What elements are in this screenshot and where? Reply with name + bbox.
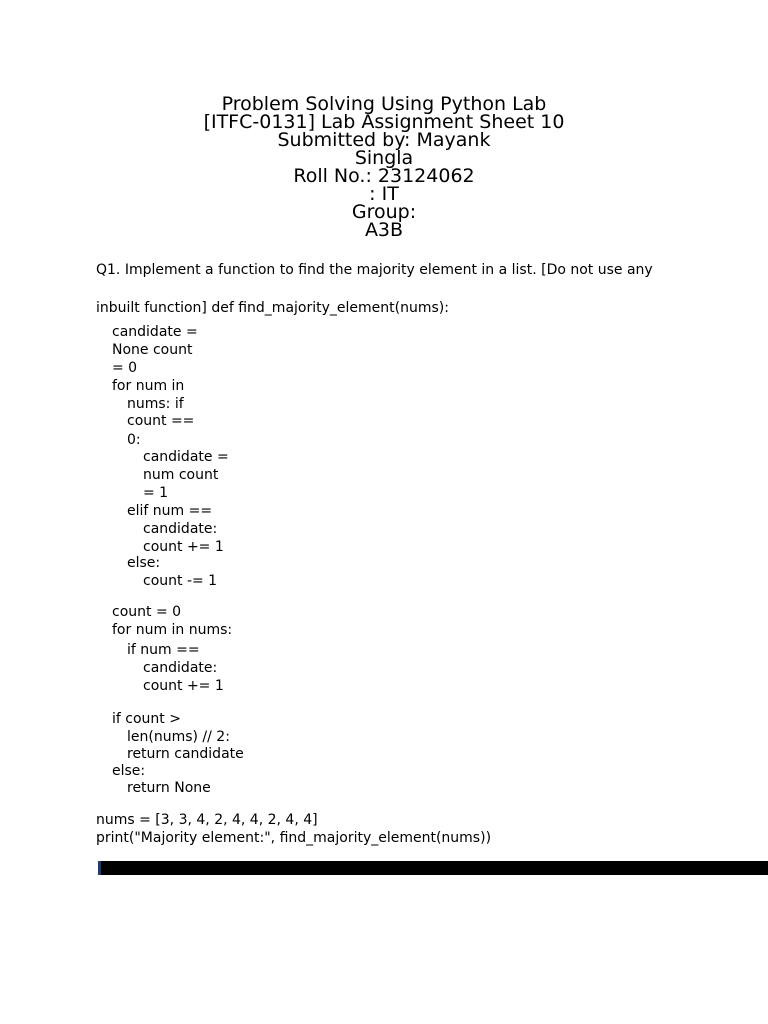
- code-line: elif num ==: [127, 503, 213, 519]
- code-line: = 1: [143, 485, 169, 501]
- code-line: for num in: [112, 378, 185, 394]
- question-text: Q1. Implement a function to find the majority element in a list. [Do not use any: [96, 262, 653, 278]
- code-line: candidate:: [143, 660, 218, 676]
- code-line: count ==: [127, 413, 195, 429]
- code-line: 0:: [127, 432, 141, 448]
- group-value: A3B: [364, 219, 404, 241]
- code-line: if num ==: [127, 642, 200, 658]
- student-surname: Singla: [354, 147, 414, 169]
- black-redaction-bar: [98, 861, 768, 875]
- code-line: num count: [143, 467, 219, 483]
- code-line: candidate:: [143, 521, 218, 537]
- code-line: = 0: [112, 360, 138, 376]
- group-label: Group:: [351, 201, 417, 223]
- code-line: for num in nums:: [112, 622, 233, 638]
- roll-number: Roll No.: 23124062: [293, 165, 475, 187]
- course-title: Problem Solving Using Python Lab: [221, 93, 547, 115]
- question-text-cont: inbuilt function] def find_majority_element(nums):: [96, 300, 449, 316]
- code-line: nums: if: [127, 396, 184, 412]
- code-line: nums = [3, 3, 4, 2, 4, 4, 2, 4, 4]: [96, 812, 318, 828]
- code-line: candidate =: [143, 449, 229, 465]
- submitted-by: Submitted by: Mayank: [277, 129, 491, 151]
- code-line: return candidate: [127, 746, 244, 762]
- code-line: len(nums) // 2:: [127, 729, 230, 745]
- assignment-title: [ITFC-0131] Lab Assignment Sheet 10: [203, 111, 565, 133]
- code-line: count = 0: [112, 604, 182, 620]
- code-line: count += 1: [143, 539, 224, 555]
- code-line: else:: [127, 555, 161, 571]
- code-line: return None: [127, 780, 211, 796]
- code-line: if count >: [112, 711, 181, 727]
- code-line: candidate =: [112, 324, 198, 340]
- code-line: print("Majority element:", find_majority_element(nums)): [96, 830, 492, 846]
- bar-edge-mark: [98, 861, 101, 875]
- code-line: None count: [112, 342, 193, 358]
- branch: : IT: [369, 183, 399, 205]
- code-line: count += 1: [143, 678, 224, 694]
- code-line: count -= 1: [143, 573, 218, 589]
- code-line: else:: [112, 763, 146, 779]
